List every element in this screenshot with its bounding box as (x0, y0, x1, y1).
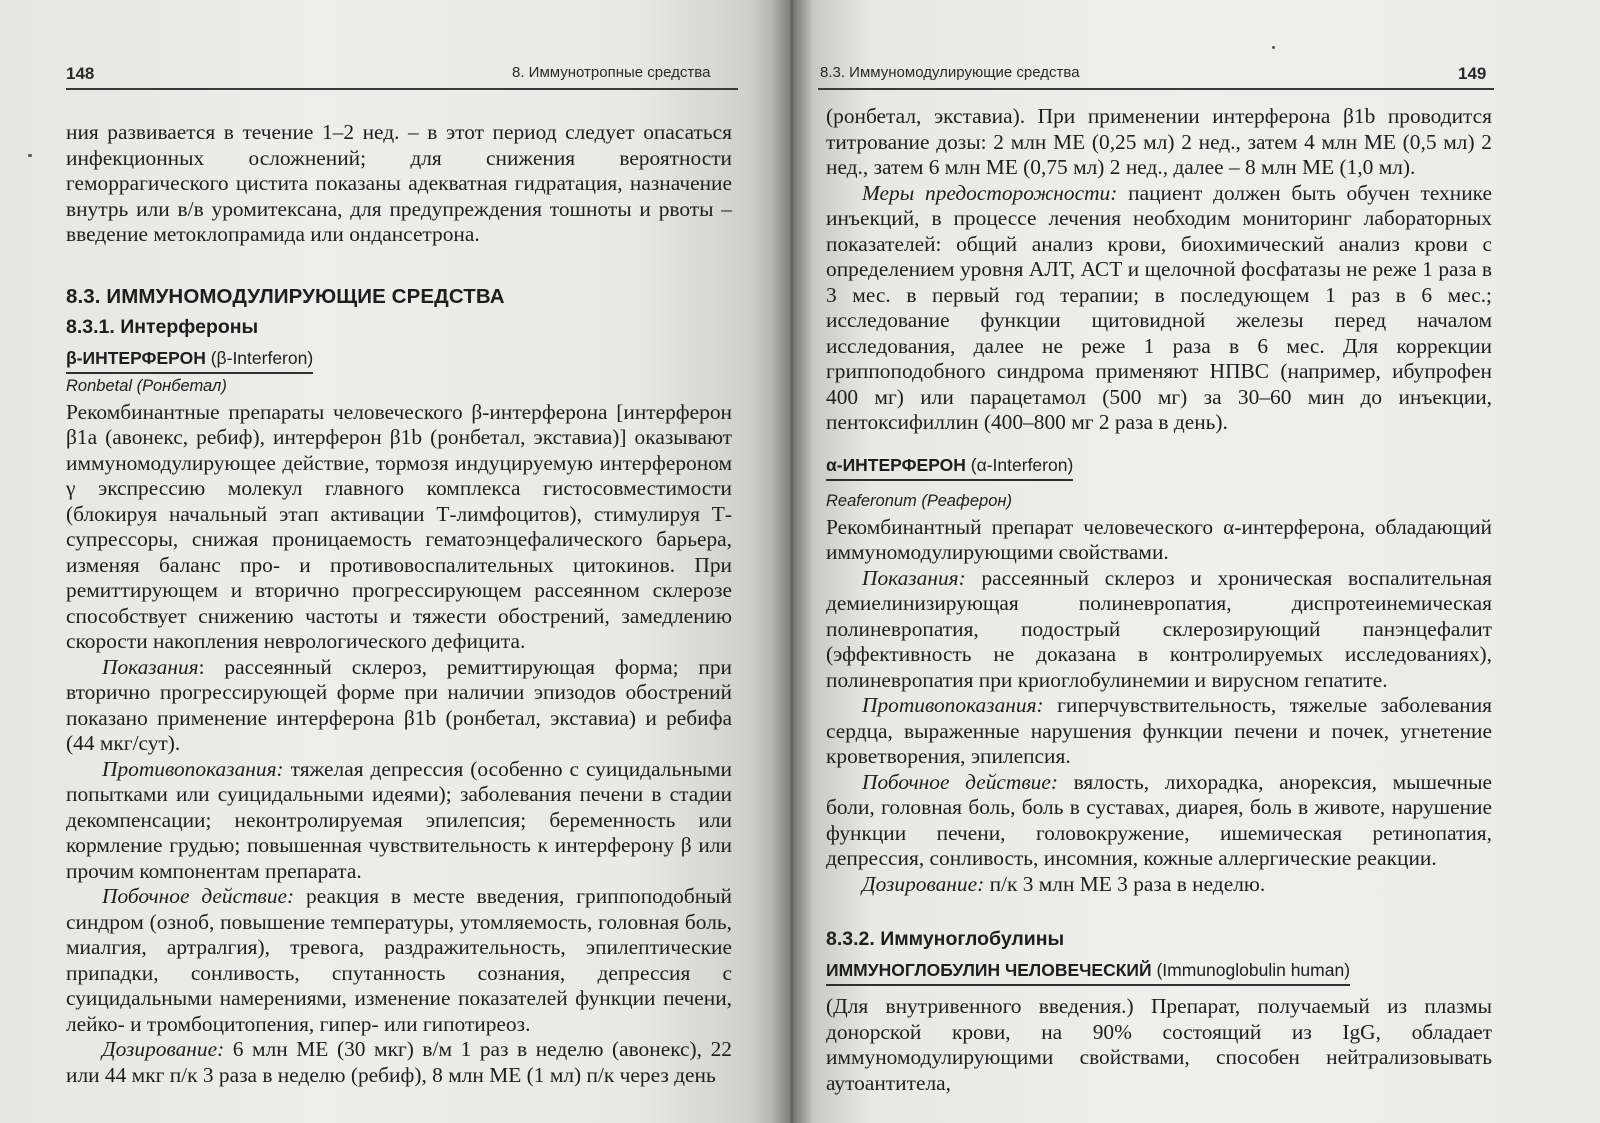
contraindications-text: гиперчувствительность, тяжелые заболевания сердца, выраженные нарушения функции печени и почек, угнетение кроветворения, эпилепсия. (826, 693, 1492, 768)
intro-paragraph: ния развивается в течение 1–2 нед. – в этот период следует опасаться инфекционных осложнений; для снижения вероятности геморрагического цистита показаны адекватная гидратация, назначение внутрь или в/в уромитексана, для предупреждения тошноты и рвоты – введение метоклопрамида или ондансетрона. (66, 120, 732, 246)
indications-label: Показания (102, 654, 199, 679)
paper-speck (28, 154, 32, 157)
header-rule-right (818, 88, 1494, 90)
precautions-text: пациент должен быть обучен технике инъекций, в процессе лечения необходим мониторинг лабораторных показателей: общий анализ крови, биохимический анализ крови с определением уровня АЛТ, АСТ и щелочной фосфатазы не реже 1 раза в 3 мес. в первый год терапии; в последующем 1 раз в 6 мес.; исследование функции щитовидной железы перед началом исследования, далее не реже 1 раза в 6 мес. Для коррекции гриппоподобного синдрома применяют НПВС (например, ибупрофен 400 мг) или парацетамол (500 мг) за 30–60 мин до инъекции, пентоксифиллин (400–800 мг 2 раза в день). (826, 180, 1492, 434)
trade-name-ronbetal: Ronbetal (Ронбетал) (66, 377, 227, 395)
continued-dosage-paragraph: (ронбетал, экставиа). При применении интерферона β1b проводится титрование дозы: 2 млн МЕ (0,25 мл) 2 нед., затем 4 млн МЕ (0,5 мл) 2 нед., затем 6 млн МЕ (0,75 мл) 2 нед., далее – 8 млн МЕ (1,0 мл). (826, 104, 1492, 179)
subsection-title-interferons: 8.3.1. Интерфероны (66, 316, 259, 338)
side-effects-paragraph (66, 884, 732, 1037)
header-rule-left (66, 88, 738, 90)
drug-latin-name: (β-Interferon) (210, 347, 314, 368)
drug-latin-name: (Immunoglobulin human) (1156, 959, 1351, 980)
drug-name: α-ИНТЕРФЕРОН (826, 454, 966, 475)
contraindications-label: Противопоказания: (862, 693, 1044, 717)
side-effects-text: вялость, лихорадка, анорексия, мышечные боли, головная боль, боль в суставах, диарея, боль в животе, нарушение функции печени, головокружение, ишемическая ретинопатия, депрессия, сонливость, инсомния, кожные аллергические реакции. (826, 769, 1492, 870)
paper-speck (1272, 46, 1275, 49)
trade-name-reaferon: Reaferonum (Реаферон) (826, 492, 1012, 510)
side-effects-text: реакция в месте введения, гриппоподобный синдром (озноб, повышение температуры, утомляемость, головная боль, миалгия, артралгия), тревога, раздражительность, эпилептические припадки, сонливость, спутанность сознания, депрессия с суицидальными намерениями, изменение показателей функции печени, лейко- и тромбоцитопения, гипер- или гипотиреоз. (66, 884, 732, 1036)
precautions-paragraph (826, 181, 1492, 436)
right-text-column (826, 104, 1492, 1096)
page-number-left: 148 (66, 64, 95, 83)
section-title: 8.3. ИММУНОМОДУЛИРУЮЩИЕ СРЕДСТВА (66, 284, 505, 308)
indications-label: Показания: (862, 565, 966, 590)
indications-text: : рассеянный склероз, ремиттирующая форма; при вторично прогрессирующей форме при наличии эпизодов обострений показано применение интерферона β1b (ронбетал, экставиа) и ребифа (44 мкг/сут). (66, 654, 732, 755)
contraindications-paragraph (826, 693, 1492, 770)
drug-latin-name: (α-Interferon) (970, 454, 1074, 475)
side-effects-paragraph (826, 770, 1492, 872)
side-effects-label: Побочное действие: (862, 769, 1058, 794)
drug-name: β-ИНТЕРФЕРОН (66, 347, 206, 368)
drug-heading-beta-interferon (66, 346, 313, 375)
dosage-label: Дозирование: (862, 871, 985, 896)
contraindications-paragraph (66, 757, 732, 885)
running-head-right: 8.3. Иммуномодулирующие средства (820, 64, 1080, 81)
left-text-column (66, 120, 732, 1088)
dosage-paragraph (826, 872, 1492, 898)
dosage-paragraph (66, 1037, 732, 1088)
indications-paragraph (826, 566, 1492, 694)
page-number-right: 149 (1458, 64, 1487, 83)
contraindications-label: Противопоказания: (102, 756, 284, 781)
drug-heading-alpha-interferon (826, 453, 1073, 482)
dosage-text: 6 млн МЕ (30 мкг) в/м 1 раз в неделю (авонекс), 22 или 44 мкг п/к 3 раза в неделю (ребиф), 8 млн МЕ (1 мл) п/к через день (66, 1037, 732, 1087)
indications-text: рассеянный склероз и хроническая воспалительная демиелинизирующая полиневропатия, диспротеинемическая полиневропатия, подострый склерозирующий панэнцефалит (эффективность не доказана в контролируемых исследованиях), полиневропатия при криоглобулинемии и вирусном гепатите. (826, 565, 1492, 692)
dosage-label: Дозирование: (102, 1037, 225, 1061)
subsection-title-immunoglobulins: 8.3.2. Иммуноглобулины (826, 928, 1065, 950)
book-gutter-shadow (772, 0, 812, 1123)
beta-interferon-description: Рекомбинантные препараты человеческого β-интерферона [интерферон β1a (авонекс, ребиф), интерферон β1b (ронбетал, экставиа)] оказывают иммуномодулирующее действие, тормозя индуцируемую интерфероном γ экспрессию молекул главного комплекса гистосовместимости (блокируя начальный этап активации Т-лимфоцитов), стимулируя Т-супрессоры, снижая проницаемость гематоэнцефалического барьера, изменяя баланс про- и противовоспалительных цитокинов. При ремиттирующем и вторично прогрессирующем рассеянном склерозе способствует снижению частоты и тяжести обострений, замедлению скорости накопления неврологического дефицита. (66, 399, 732, 653)
drug-name: ИММУНОГЛОБУЛИН ЧЕЛОВЕЧЕСКИЙ (826, 959, 1152, 980)
running-head-left: 8. Иммунотропные средства (512, 64, 711, 81)
drug-heading-immunoglobulin (826, 958, 1350, 987)
immunoglobulin-description: (Для внутривенного введения.) Препарат, получаемый из плазмы донорской крови, на 90% состоящий из IgG, обладает иммуномодулирующими свойствами, способен нейтрализовывать аутоантитела, (826, 994, 1492, 1095)
alpha-interferon-description: Рекомбинантный препарат человеческого α-интерферона, обладающий иммуномодулирующими свойствами. (826, 514, 1492, 564)
indications-paragraph (66, 655, 732, 757)
contraindications-text: тяжелая депрессия (особенно с суицидальными попытками или суицидальными идеями); заболевания печени в стадии декомпенсации; неконтролируемая эпилепсия; беременность или кормление грудью; повышенная чувствительность к интерферону β или прочим компонентам препарата. (66, 756, 732, 883)
precautions-label: Меры предосторожности: (862, 180, 1118, 205)
side-effects-label: Побочное действие: (102, 884, 295, 908)
left-page (0, 0, 790, 1123)
dosage-text: п/к 3 млн МЕ 3 раза в неделю. (984, 871, 1266, 896)
